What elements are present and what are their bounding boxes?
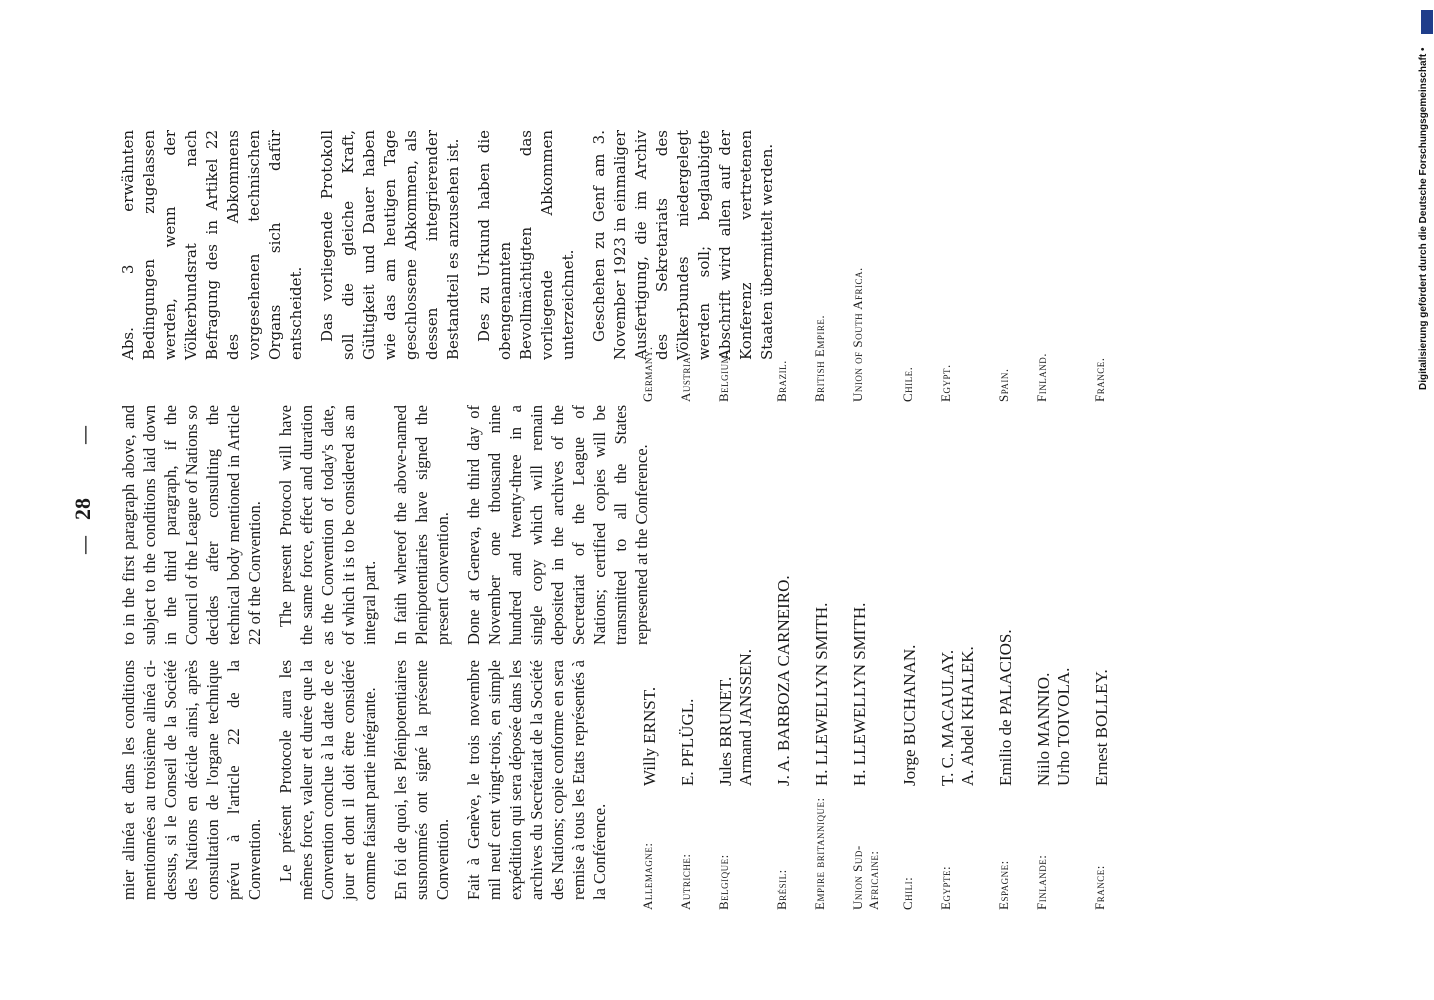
signatory-name: E. PFLÜGL. <box>678 698 697 786</box>
signatory-names <box>1034 406 1074 786</box>
country-fr: Belgique: <box>716 854 731 910</box>
french-column <box>118 660 620 900</box>
signature-row <box>640 90 660 910</box>
signatory-name: Urho TOIVOLA. <box>1054 667 1073 786</box>
country-fr: Chili: <box>900 876 915 910</box>
signature-row <box>774 90 794 910</box>
signature-row <box>938 90 978 910</box>
signatory-names <box>812 406 832 786</box>
country-fr: Espagne: <box>996 860 1011 910</box>
english-paragraph: The present Protocol will have the same force, effect and duration as the Convention of today's date, of which it is to be considered as an integral part. <box>276 405 379 645</box>
english-column <box>118 405 662 645</box>
signature-block <box>640 90 1130 910</box>
signatory-names <box>938 406 978 786</box>
country-fr: Allemagne: <box>640 842 655 910</box>
signatory-names <box>900 406 920 786</box>
signatory-name: H. LLEWELLYN SMITH. <box>812 602 831 786</box>
country-fr: Egypte: <box>938 865 953 910</box>
english-paragraph: to in the first paragraph above, and subject to the conditions laid down in the third paragraph, if the Council of the League of Nations so decides after consulting the technical body mentioned in Article 22 of the Convention. <box>119 405 264 645</box>
country-en: Brazil. <box>774 360 789 402</box>
french-paragraph: Fait à Genève, le trois novembre mil neuf cent vingt-trois, en simple expédition qui sera déposée dans les archives du Secrétariat de la Société des Nations; copie conforme en sera remise à tous les Etats représentés à la Conférence. <box>464 660 609 900</box>
country-fr: France: <box>1092 865 1107 910</box>
country-en: British Empire. <box>812 314 827 402</box>
signatory-names <box>678 406 698 786</box>
country-fr: Autriche: <box>678 853 693 910</box>
signatory-names <box>774 406 794 786</box>
signatory-name: Ernest BOLLEY. <box>1092 669 1111 786</box>
country-en: Chile. <box>900 366 915 402</box>
signature-row <box>850 90 882 910</box>
signatory-name: Jules BRUNET. <box>716 676 735 786</box>
watermark-text: Digitalisierung gefördert durch die Deutsche Forschungsgemeinschaft • <box>1418 47 1429 390</box>
page-dash-right: — <box>72 425 96 445</box>
page-dash-left: — <box>72 535 96 555</box>
signatory-name: Jorge BUCHANAN. <box>900 644 919 786</box>
signatory-name: Armand JANSSEN. <box>736 649 755 786</box>
english-paragraph: In faith whereof the above-named Plenipotentiaries have signed the present Convention. <box>391 405 452 645</box>
country-en: Spain. <box>996 368 1011 402</box>
page-number: 28 <box>70 498 95 520</box>
signature-row <box>716 90 756 910</box>
signatory-name: Willy ERNST. <box>640 686 659 786</box>
country-en: Belgium. <box>716 351 731 402</box>
country-en: Egypt. <box>938 364 953 402</box>
german-paragraph: Des zu Urkund haben die obengenannten Bevollmächtigten das vorliegende Abkommen unterzeichnet. <box>475 130 577 360</box>
digitization-watermark <box>1418 10 1434 390</box>
signature-row <box>678 90 698 910</box>
country-fr: Empire britannique: <box>812 797 827 910</box>
signatory-names <box>640 406 660 786</box>
signatory-name: Emilio de PALACIOS. <box>996 629 1015 786</box>
signatory-names <box>716 406 756 786</box>
country-en: Austria. <box>678 352 693 402</box>
french-paragraph: mier alinéa et dans les conditions mentionnées au troisième alinéa ci-dessus, si le Conseil de la Société des Nations en décide ainsi, après consultation de l'organe technique prévu à l'article 22 de la Convention. <box>119 660 264 900</box>
country-fr: Brésil: <box>774 869 789 910</box>
german-paragraph: Geschehen zu Genf am 3. November 1923 in einmaliger Ausfertigung, die im Archiv des Sekretariats des Völkerbundes niedergelegt werden soll; beglaubigte Abschrift wird allen auf der Konferenz vertretenen Staaten übermittelt werden. <box>590 130 776 360</box>
signature-row <box>1092 90 1112 910</box>
french-paragraph: En foi de quoi, les Plénipotentiaires susnommés ont signé la présente Convention. <box>391 660 452 900</box>
signature-row <box>1034 90 1074 910</box>
country-en: France. <box>1092 357 1107 402</box>
signatory-name: J. A. BARBOZA CARNEIRO. <box>774 575 793 786</box>
signature-row <box>812 90 832 910</box>
country-en: Finland. <box>1034 353 1049 402</box>
country-en: Germany. <box>640 346 655 402</box>
signatory-names <box>996 406 1016 786</box>
signatory-names <box>850 406 870 786</box>
country-fr: Union Sud-Africaine: <box>850 845 881 910</box>
signature-row <box>900 90 920 910</box>
signatory-names <box>1092 406 1112 786</box>
signatory-name: H. LLEWELLYN SMITH. <box>850 602 869 786</box>
signatory-name: T. C. MACAULAY. <box>938 649 957 786</box>
country-fr: Finlande: <box>1034 854 1049 910</box>
signature-row <box>996 90 1016 910</box>
german-paragraph: Abs. 3 erwähnten Bedingungen zugelassen werden, wenn der Völkerbundsrat nach Befragung des in Artikel 22 des Abkommens vorgesehenen technischen Organs sich dafür entscheidet. <box>119 130 305 360</box>
french-paragraph: Le présent Protocole aura les mêmes force, valeur et durée que la Convention conclue à la date de ce jour et dont il doit être considéré comme faisant partie intégrante. <box>276 660 379 900</box>
signatory-name: Niilo MANNIO. <box>1034 672 1053 786</box>
german-paragraph: Das vorliegende Protokoll soll die gleiche Kraft, Gültigkeit und Dauer haben wie das am heutigen Tage geschlossene Abkommen, als dessen integrierender Bestandteil es anzusehen ist. <box>318 130 462 360</box>
signatory-name: A. Abdel KHALEK. <box>958 646 977 786</box>
english-paragraph: Done at Geneva, the third day of November one thousand nine hundred and twenty-three in a single copy which will remain deposited in the archives of the Secretariat of the League of Nations; certified copies will be transmitted to all the States represented at the Conference. <box>464 405 651 645</box>
country-en: Union of South Africa. <box>850 267 865 402</box>
